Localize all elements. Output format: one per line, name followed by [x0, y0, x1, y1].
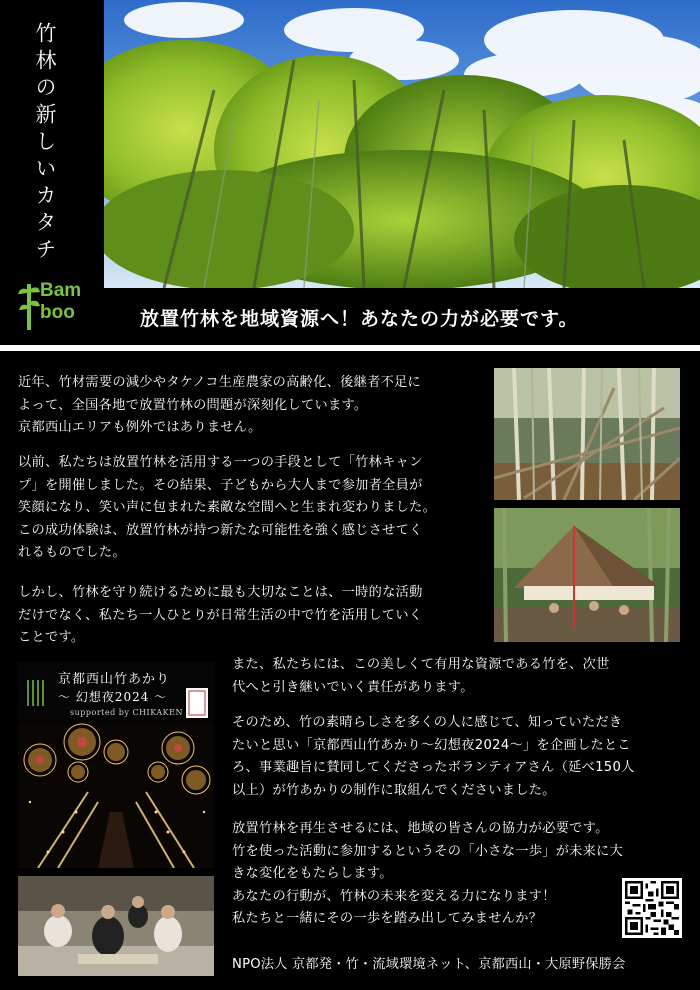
- bamboo-logo: [18, 278, 98, 334]
- bamboo-forest-photo: [104, 0, 700, 288]
- logo-line1: Bam: [40, 280, 82, 301]
- paragraph-5: そのため、竹の素晴らしさを多くの人に感じて、知っていただき たいと思い「京都西山竹あかり～幻想夜2024～」を企画したとこ ろ、事業趣旨に賛同してくださったボランティアさん（延べ150人 以上）が竹あかりの制作に取組んでくださいました。: [232, 715, 635, 798]
- neglected-bamboo-photo: [494, 368, 680, 500]
- logo-line2: boo: [40, 302, 75, 323]
- poster-title: 京都西山竹あかり: [58, 672, 171, 687]
- paragraph-2: 以前、私たちは放置竹林を活用する一つの手段として「竹林キャン プ」を開催しました。その結果、子どもから大人まで参加者全員が 笑顔になり、笑い声に包まれた素敵な空間へと生まれ変わりました。 この成功体験は、放置竹林が持つ新たな可能性を強く感じさせてく れるものでした。: [18, 455, 437, 560]
- side-panel: [0, 0, 104, 345]
- hero-section: [0, 0, 700, 345]
- paragraph-6: 放置竹林を再生させるには、地域の皆さんの協力が必要です。 竹を使った活動に参加するというその「小さな一歩」が未来に大 きな変化をもたらします。 あなたの行動が、竹林の未来を変える力になります！ 私たちと一緒にその一歩を踏み出してみませんか？: [232, 821, 624, 926]
- paragraph-3: しかし、竹林を守り続けるために最も大切なことは、一時的な活動 だけでなく、私たち一人ひとりが日常生活の中で竹を活用していく ことです。: [18, 585, 423, 645]
- paragraph-1: 近年、竹材需要の減少やタケノコ生産農家の高齢化、後継者不足に よって、全国各地で放置竹林の問題が深刻化しています。 京都西山エリアも例外ではありません。: [18, 375, 422, 435]
- bamboo-camp-tent-photo: [494, 508, 680, 642]
- vertical-title: 竹林の新しいカタチ: [33, 22, 57, 265]
- qr-code[interactable]: [622, 878, 682, 938]
- poster-supported: supported by CHIKAKEN: [70, 708, 183, 717]
- poster-subtitle: ～ 幻想夜2024 ～: [58, 690, 168, 704]
- paragraph-4: また、私たちには、この美しくて有用な資源である竹を、次世 代へと引き継いでいく責任があります。: [232, 657, 610, 695]
- volunteers-workshop-photo: [18, 876, 214, 976]
- organization-footer: NPO法人 京都発・竹・流域環境ネット、京都西山・大原野保勝会: [232, 957, 626, 972]
- bamboo-lantern-poster: [18, 662, 214, 868]
- bamboo-leaf-icon: [18, 280, 40, 330]
- headline-banner: [104, 290, 700, 345]
- divider: [0, 345, 700, 351]
- headline: 放置竹林を地域資源へ！あなたの力が必要です。: [140, 308, 579, 330]
